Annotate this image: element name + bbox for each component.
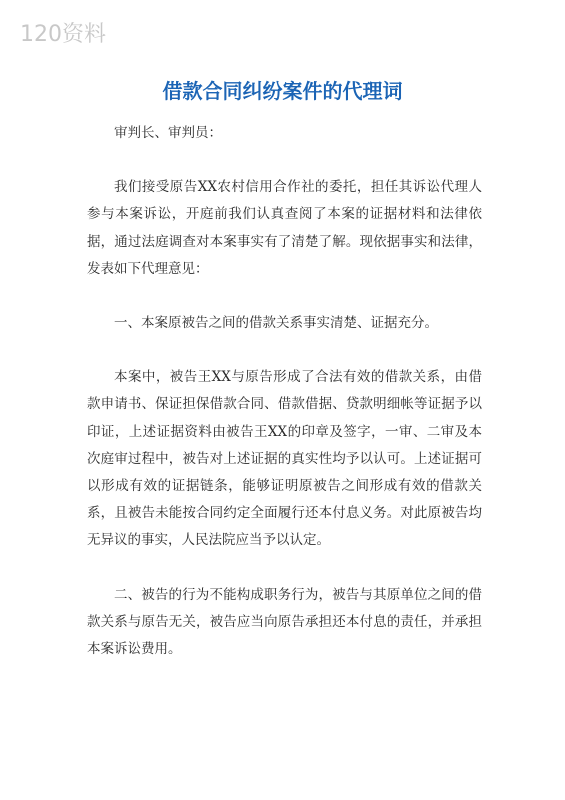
paragraph-intro: 我们接受原告XX农村信用合作社的委托，担任其诉讼代理人参与本案诉讼，开庭前我们认真查阅了本案的证据材料和法律依据，通过法庭调查对本案事实有了清楚了解。现依据事实和法律，发表如下代理意见： <box>87 179 482 277</box>
paragraph-point-two: 二、被告的行为不能构成职务行为，被告与其原单位之间的借款关系与原告无关，被告应当向原告承担还本付息的责任，并承担本案诉讼费用。 <box>87 586 482 658</box>
document-title: 借款合同纠纷案件的代理词 <box>162 79 403 103</box>
watermark-logo: 120资料 <box>20 22 106 47</box>
paragraph-point-one-body: 本案中，被告王XX与原告形成了合法有效的借款关系，由借款申请书、保证担保借款合同、借款借据、贷款明细帐等证据予以印证，上述证据资料由被告王XX的印章及签字，一审、二审及本次庭审过程中，被告对上述证据的真实性均予以认可。上述证据可以形成有效的证据链条，能够证明原被告之间形成有效的借款关系，且被告未能按合同约定全面履行还本付息义务。对此原被告均无异议的事实，人民法院应当予以认定。 <box>87 369 482 549</box>
salutation: 审判长、审判员： <box>114 125 222 141</box>
paragraph-point-one-heading: 一、本案原被告之间的借款关系事实清楚、证据充分。 <box>114 315 438 332</box>
document-body <box>87 120 482 663</box>
